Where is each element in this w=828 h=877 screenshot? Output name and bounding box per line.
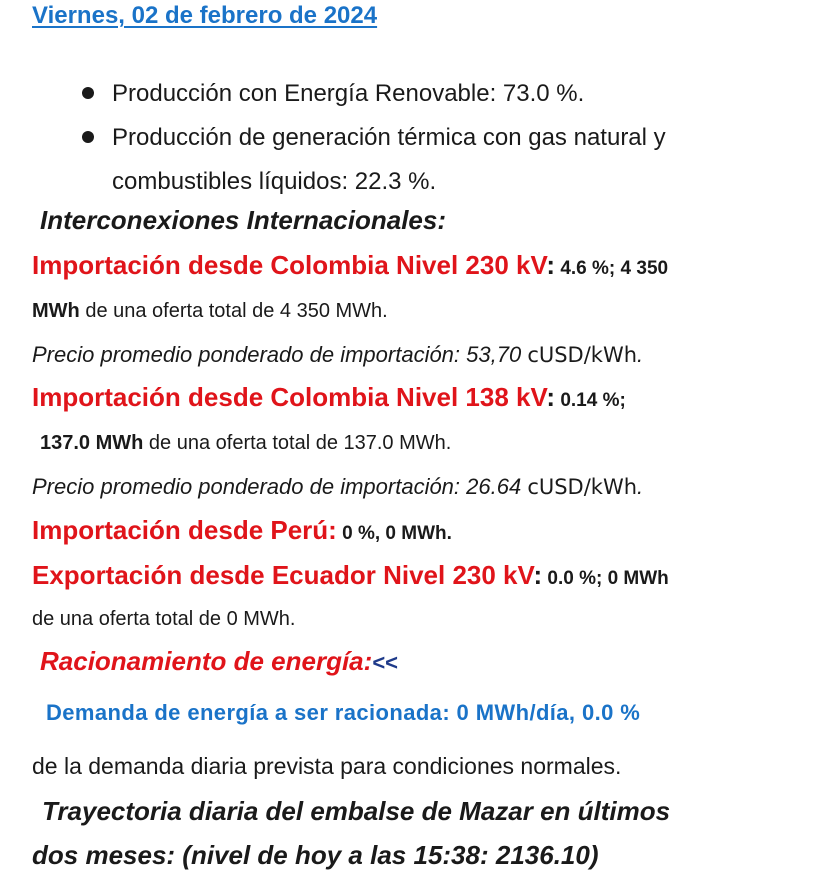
colombia-230-offer-line — [32, 300, 388, 323]
colon: : — [546, 250, 556, 280]
colombia-230-line — [32, 250, 668, 281]
renewable-production-text: Producción con Energía Renovable: 73.0 %. — [112, 80, 585, 107]
rationing-arrows: << — [372, 650, 399, 675]
colombia-138-stats: 0.14 %; — [555, 390, 626, 411]
colombia-230-price-line — [32, 342, 643, 368]
ecuador-export-label: Exportación desde Ecuador Nivel 230 kV — [32, 560, 534, 590]
colombia-138-line — [32, 382, 626, 413]
colombia-230-stats: 4.6 %; 4 350 — [555, 258, 669, 279]
colombia-230-mwh: MWh — [32, 300, 80, 322]
colombia-138-offer-text: de una oferta total de 137.0 MWh. — [143, 432, 452, 454]
colombia-230-offer-text: de una oferta total de 4 350 MWh. — [79, 300, 388, 322]
colombia-138-mwh: 137.0 MWh — [40, 432, 144, 454]
colombia-138-price-end: . — [637, 474, 644, 499]
peru-line — [32, 515, 452, 546]
interconnections-title: Interconexiones Internacionales: — [40, 205, 447, 235]
colombia-230-price-unit: cUSD/kWh — [527, 343, 638, 367]
colombia-138-price-line — [32, 474, 643, 500]
peru-label: Importación desde Perú: — [32, 515, 337, 545]
colombia-230-price-end: . — [637, 342, 644, 367]
date-heading-link[interactable]: Viernes, 02 de febrero de 2024 — [32, 2, 378, 29]
colombia-138-price-unit: cUSD/kWh — [527, 475, 638, 499]
colombia-138-price-text: Precio promedio ponderado de importación: 26.64 — [32, 474, 528, 499]
list-item — [0, 116, 828, 204]
colon: : — [546, 382, 556, 412]
colombia-138-label: Importación desde Colombia Nivel 138 kV — [32, 382, 547, 412]
bullet-icon — [82, 131, 94, 143]
bullet-icon — [82, 87, 94, 99]
list-item — [0, 72, 828, 116]
trajectory-title-line-1: Trayectoria diaria del embalse de Mazar en últimos — [42, 796, 671, 826]
rationing-line — [40, 646, 398, 677]
production-bullet-list — [0, 72, 828, 204]
colombia-230-price-text: Precio promedio ponderado de importación: 53,70 — [32, 342, 528, 367]
thermal-production-text: Producción de generación térmica con gas natural y combustibles líquidos: 22.3 %. — [112, 124, 666, 195]
ecuador-export-stats: 0.0 %; 0 MWh — [542, 568, 669, 589]
colombia-230-label: Importación desde Colombia Nivel 230 kV — [32, 250, 547, 280]
rationing-title: Racionamiento de energía: — [40, 646, 373, 676]
rationing-demand-line: Demanda de energía a ser racionada: 0 MWh/día, 0.0 % — [46, 700, 641, 725]
colon: : — [533, 560, 543, 590]
ecuador-export-line — [32, 560, 669, 591]
colombia-138-offer-line — [40, 432, 451, 455]
ecuador-export-offer-line: de una oferta total de 0 MWh. — [32, 608, 296, 630]
rationing-demand-rest: de la demanda diaria prevista para condiciones normales. — [32, 753, 622, 779]
peru-stats: 0 %, 0 MWh. — [336, 523, 452, 544]
trajectory-title-line-2: dos meses: (nivel de hoy a las 15:38: 2136.10) — [32, 840, 599, 870]
